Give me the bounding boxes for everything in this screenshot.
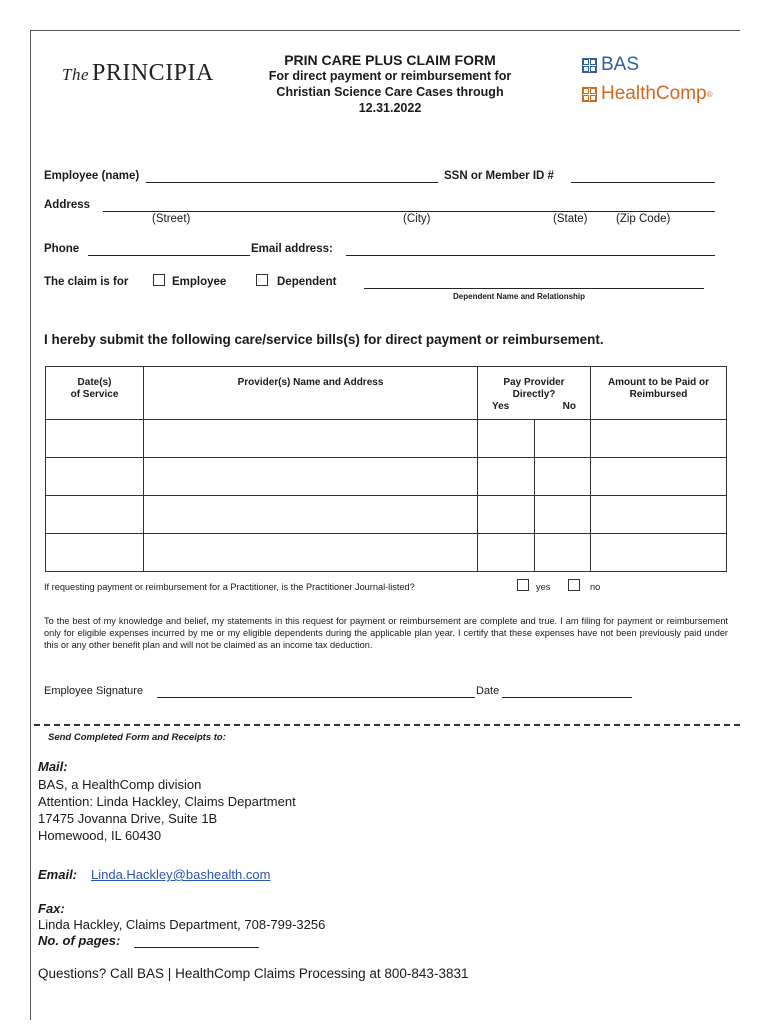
mail-heading: Mail: (38, 759, 68, 774)
yes-column-label: Yes (492, 401, 510, 412)
employee-name-field[interactable] (146, 182, 438, 183)
email-link[interactable]: Linda.Hackley@bashealth.com (91, 867, 271, 882)
form-subtitle-2: Christian Science Care Cases through (276, 85, 504, 99)
employee-checkbox[interactable] (153, 274, 165, 286)
bas-logo (582, 54, 639, 76)
email-label: Email: (38, 867, 78, 882)
healthcomp-grid-icon (582, 87, 597, 102)
no-cell[interactable] (535, 458, 591, 496)
healthcomp-registered-mark: ® (706, 89, 713, 99)
form-subtitle-1: For direct payment or reimbursement for (268, 69, 512, 83)
certification-text: To the best of my knowledge and belief, my statements in this request for payment or reimbursement are complete and true. I am filing for payment or reimbursement only for eligible expenses incurred by me or my eligible dependents during the applicable plan year. I certify that these expenses have not been previously paid under this or any other benefit plan and will not be claimed as an income tax deduction. (44, 616, 728, 650)
street-caption: (Street) (152, 213, 191, 225)
date-cell[interactable] (46, 458, 144, 496)
mail-line: 17475 Jovanna Drive, Suite 1B (38, 811, 218, 826)
submission-heading: I hereby submit the following care/service bills(s) for direct payment or reimbursement. (44, 332, 604, 347)
amount-cell[interactable] (591, 420, 727, 458)
provider-cell[interactable] (144, 496, 478, 534)
fax-heading: Fax: (38, 901, 65, 916)
zip-caption: (Zip Code) (616, 213, 671, 225)
no-cell[interactable] (535, 534, 591, 572)
phone-label: Phone (44, 243, 80, 255)
amount-cell[interactable] (591, 496, 727, 534)
principia-logo (62, 60, 214, 87)
email-address-label: Email address: (251, 243, 333, 255)
form-subtitle-3: 12.31.2022 (358, 101, 422, 115)
fax-line: Linda Hackley, Claims Department, 708-799-3256 (38, 917, 326, 932)
healthcomp-logo (582, 83, 713, 105)
yes-cell[interactable] (478, 534, 535, 572)
yes-cell[interactable] (478, 420, 535, 458)
city-caption: (City) (403, 213, 431, 225)
address-field[interactable] (103, 211, 715, 212)
practitioner-no-checkbox[interactable] (568, 579, 580, 591)
dependent-caption: Dependent Name and Relationship (453, 292, 586, 301)
provider-cell[interactable] (144, 420, 478, 458)
pay-provider-header: Pay Provider Directly? Yes No (478, 367, 591, 420)
claim-table (45, 366, 727, 572)
mail-line: Attention: Linda Hackley, Claims Department (38, 794, 296, 809)
dependent-checkbox[interactable] (256, 274, 268, 286)
no-cell[interactable] (535, 420, 591, 458)
no-column-label: No (562, 401, 576, 412)
state-caption: (State) (553, 213, 588, 225)
table-header-row (46, 367, 727, 420)
employee-name-label: Employee (name) (44, 170, 140, 182)
date-cell[interactable] (46, 420, 144, 458)
table-row (46, 420, 727, 458)
bas-logo-text: BAS (601, 54, 640, 75)
provider-cell[interactable] (144, 458, 478, 496)
yes-cell[interactable] (478, 496, 535, 534)
bas-grid-icon (582, 58, 597, 73)
questions-line: Questions? Call BAS | HealthComp Claims Processing at 800-843-3831 (38, 966, 469, 981)
phone-field[interactable] (88, 255, 250, 256)
healthcomp-logo-text: HealthComp (601, 83, 707, 104)
ssn-field[interactable] (571, 182, 715, 183)
pages-label: No. of pages: (38, 933, 121, 948)
send-to-label: Send Completed Form and Receipts to: (48, 732, 226, 743)
mail-line: BAS, a HealthComp division (38, 777, 202, 792)
form-header (245, 52, 535, 116)
date-label: Date (476, 685, 500, 697)
amount-header: Amount to be Paid or Reimbursed (591, 367, 727, 420)
claim-for-label: The claim is for (44, 276, 129, 288)
email-address-field[interactable] (346, 255, 715, 256)
dependent-option-label: Dependent (277, 276, 337, 288)
date-cell[interactable] (46, 534, 144, 572)
yes-cell[interactable] (478, 458, 535, 496)
claim-table-body (46, 420, 727, 572)
date-of-service-header: Date(s) of Service (46, 367, 144, 420)
no-cell[interactable] (535, 496, 591, 534)
date-field[interactable] (502, 697, 632, 698)
date-cell[interactable] (46, 496, 144, 534)
logo-name: PRINCIPIA (92, 60, 214, 86)
form-title: PRIN CARE PLUS CLAIM FORM (284, 52, 496, 68)
amount-cell[interactable] (591, 458, 727, 496)
practitioner-yes-label: yes (536, 582, 551, 592)
mail-line: Homewood, IL 60430 (38, 828, 162, 843)
signature-label: Employee Signature (44, 685, 144, 697)
practitioner-yes-checkbox[interactable] (517, 579, 529, 591)
practitioner-no-label: no (590, 582, 601, 592)
logo-the: The (62, 65, 89, 84)
cut-line (34, 724, 740, 726)
pages-field[interactable] (134, 947, 259, 948)
signature-field[interactable] (157, 697, 475, 698)
employee-option-label: Employee (172, 276, 227, 288)
table-row (46, 534, 727, 572)
table-row (46, 458, 727, 496)
mail-address (38, 776, 296, 844)
ssn-label: SSN or Member ID # (444, 170, 554, 182)
practitioner-question: If requesting payment or reimbursement for a Practitioner, is the Practitioner Journal-listed? (44, 582, 415, 592)
amount-cell[interactable] (591, 534, 727, 572)
dependent-name-field[interactable] (364, 288, 704, 289)
provider-cell[interactable] (144, 534, 478, 572)
table-row (46, 496, 727, 534)
address-label: Address (44, 199, 91, 211)
provider-header: Provider(s) Name and Address (144, 367, 478, 420)
